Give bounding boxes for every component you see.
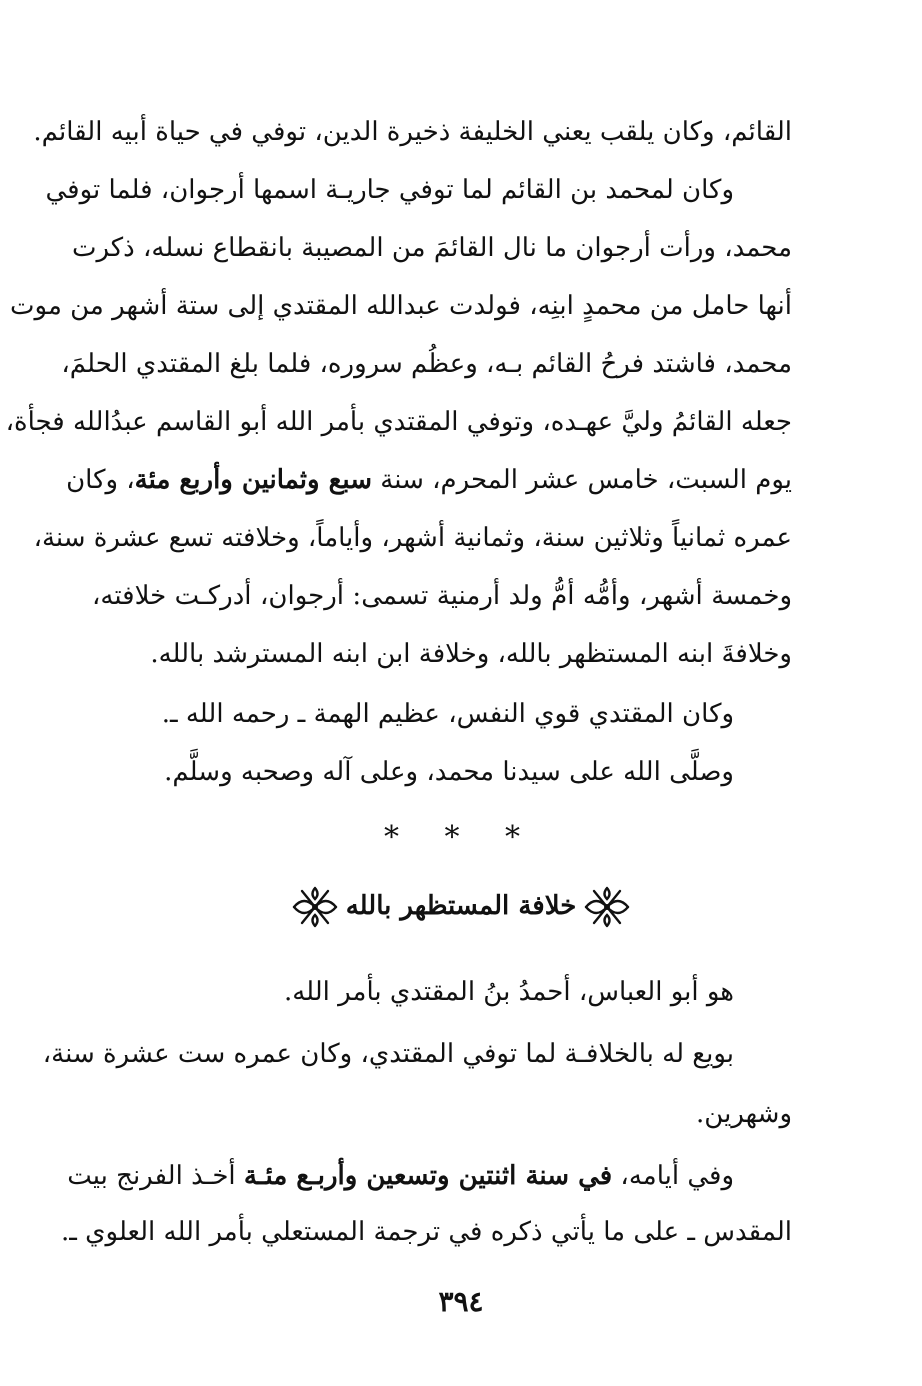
paragraph-2-line-5: جعله القائمُ وليَّ عهـده، وتوفي المقتدي بأمر الله أبو القاسم عبدُالله فجأة،: [5, 407, 792, 437]
paragraph-2-line-1: وكان لمحمد بن القائم لما توفي جاريـة اسمها أرجوان، فلما توفي: [45, 175, 734, 205]
section-heading: خلافة المستظهر بالله: [345, 891, 577, 921]
section-paragraph-3-line-1: [67, 1156, 734, 1196]
section-separator: * * *: [383, 820, 539, 855]
paragraph-1-line-1: القائم، وكان يلقب يعني الخليفة ذخيرة الدين، توفي في حياة أبيه القائم.: [33, 117, 792, 147]
paragraph-2-line-6-bold: سبع وثمانين وأربع مئة: [134, 465, 373, 495]
paragraph-2-line-6: [66, 460, 792, 500]
section-paragraph-3-line-1-start: وفي أيامه،: [612, 1161, 734, 1191]
section-paragraph-2-line-2: وشهرين.: [696, 1099, 792, 1129]
paragraph-4-line-1: وصلَّى الله على سيدنا محمد، وعلى آله وصحبه وسلَّم.: [164, 757, 734, 787]
section-paragraph-3-line-1-end: أخـذ الفرنج بيت: [67, 1161, 244, 1191]
paragraph-2-line-8: وخمسة أشهر، وأمُّه أمُّ ولد أرمنية تسمى: أرجوان، أدركـت خلافته،: [92, 581, 792, 611]
paragraph-2-line-7: عمره ثمانياً وثلاثين سنة، وثمانية أشهر، وأياماً، وخلافته تسع عشرة سنة،: [33, 523, 792, 553]
section-paragraph-3-line-1-bold: في سنة اثنتين وتسعين وأربـع مئـة: [243, 1161, 613, 1191]
paragraph-2-line-9: وخلافةَ ابنه المستظهر بالله، وخلافة ابن ابنه المسترشد بالله.: [150, 639, 792, 669]
paragraph-2-line-6-end: ، وكان: [66, 465, 135, 495]
section-paragraph-3-line-2: المقدس ـ على ما يأتي ذكره في ترجمة المستعلي بأمر الله العلوي ـ.: [61, 1217, 792, 1247]
arabesque-ornament-icon: [582, 885, 632, 929]
section-paragraph-1-line-1: هو أبو العباس، أحمدُ بنُ المقتدي بأمر الله.: [283, 977, 734, 1007]
arabesque-ornament-icon: [290, 885, 340, 929]
paragraph-2-line-6-start: يوم السبت، خامس عشر المحرم، سنة: [372, 465, 792, 495]
paragraph-2-line-2: محمد، ورأت أرجوان ما نال القائمَ من المصيبة بانقطاع نسله، ذكرت: [71, 233, 792, 263]
paragraph-2-line-4: محمد، فاشتد فرحُ القائم بـه، وعظُم سروره، فلما بلغ المقتدي الحلمَ،: [61, 349, 792, 379]
section-heading-row: [0, 880, 922, 932]
paragraph-2-line-3: أنها حامل من محمدٍ ابنِه، فولدت عبدالله المقتدي إلى ستة أشهر من موت: [10, 291, 792, 321]
paragraph-3-line-1: وكان المقتدي قوي النفس، عظيم الهمة ـ رحمه الله ـ.: [161, 699, 734, 729]
section-paragraph-2-line-1: بويع له بالخلافـة لما توفي المقتدي، وكان عمره ست عشرة سنة،: [42, 1039, 734, 1069]
page-number: ٣٩٤: [438, 1285, 484, 1318]
